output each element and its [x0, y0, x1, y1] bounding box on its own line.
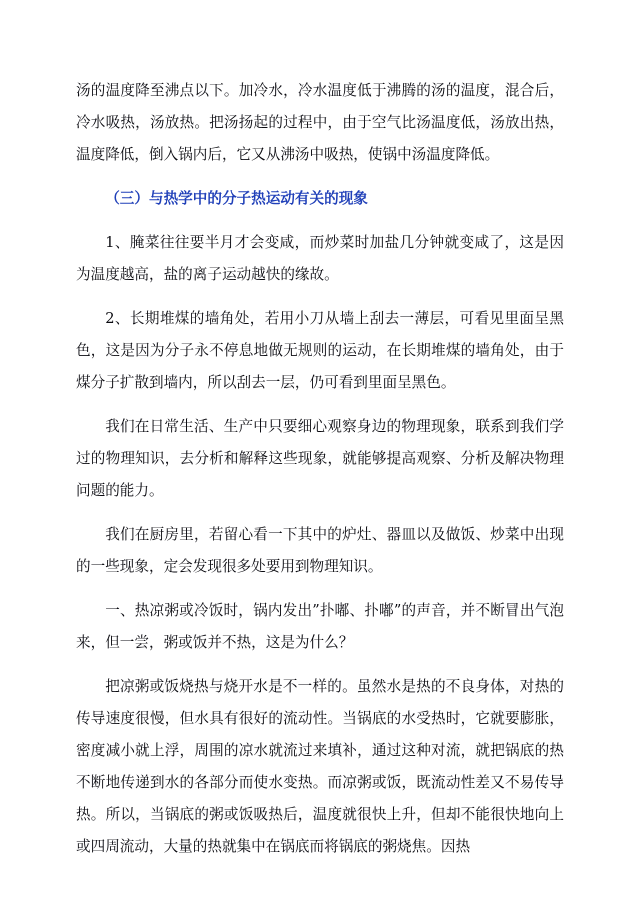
paragraph-question-cold-porridge: 一、热凉粥或冷饭时，锅内发出”扑嘟、扑嘟”的声音，并不断冒出气泡来，但一尝，粥或饭并不热，这是为什么？ [76, 602, 564, 651]
section-heading-molecular-motion: （三）与热学中的分子热运动有关的现象 [105, 190, 368, 207]
paragraph-daily-observation: 我们在日常生活、生产中只要细心观察身边的物理现象，联系到我们学过的物理知识，去分析和解释这些现象，就能够提高观察、分析及解决物理问题的能力。 [76, 418, 564, 499]
paragraph-kitchen-physics: 我们在厨房里，若留心看一下其中的炉灶、器皿以及做饭、炒菜中出现的一些现象，定会发现很多处要用到物理知识。 [76, 526, 564, 575]
paragraph-soup-cooling: 汤的温度降至沸点以下。加冷水，冷水温度低于沸腾的汤的温度，混合后，冷水吸热，汤放热。把汤扬起的过程中，由于空气比汤温度低，汤放出热，温度降低，倒入锅内后，它又从沸汤中吸热，使锅中汤温度降低。 [76, 82, 564, 163]
document-body [76, 75, 564, 871]
paragraph-pickled-vegetables: 1、腌菜往往要半月才会变咸，而炒菜时加盐几分钟就变咸了，这是因为温度越高，盐的离子运动越快的缘故。 [76, 234, 564, 283]
paragraph-answer-heat-convection: 把凉粥或饭烧热与烧开水是不一样的。虽然水是热的不良身体，对热的传导速度很慢，但水具有很好的流动性。当锅底的水受热时，它就要膨胀，密度减小就上浮，周围的凉水就流过来填补，通过这种对流，就把锅底的热不断地传递到水的各部分而使水变热。而凉粥或饭，既流动性差又不易传导热。所以，当锅底的粥或饭吸热后，温度就很快上升，但却不能很快地向上或四周流动，大量的热就集中在锅底而将锅底的粥烧焦。因热 [76, 678, 564, 855]
paragraph-coal-wall-corner: 2、长期堆煤的墙角处，若用小刀从墙上刮去一薄层，可看见里面呈黑色，这是因为分子永不停息地做无规则的运动，在长期堆煤的墙角处，由于煤分子扩散到墙内，所以刮去一层，仍可看到里面呈黑色。 [76, 310, 564, 391]
